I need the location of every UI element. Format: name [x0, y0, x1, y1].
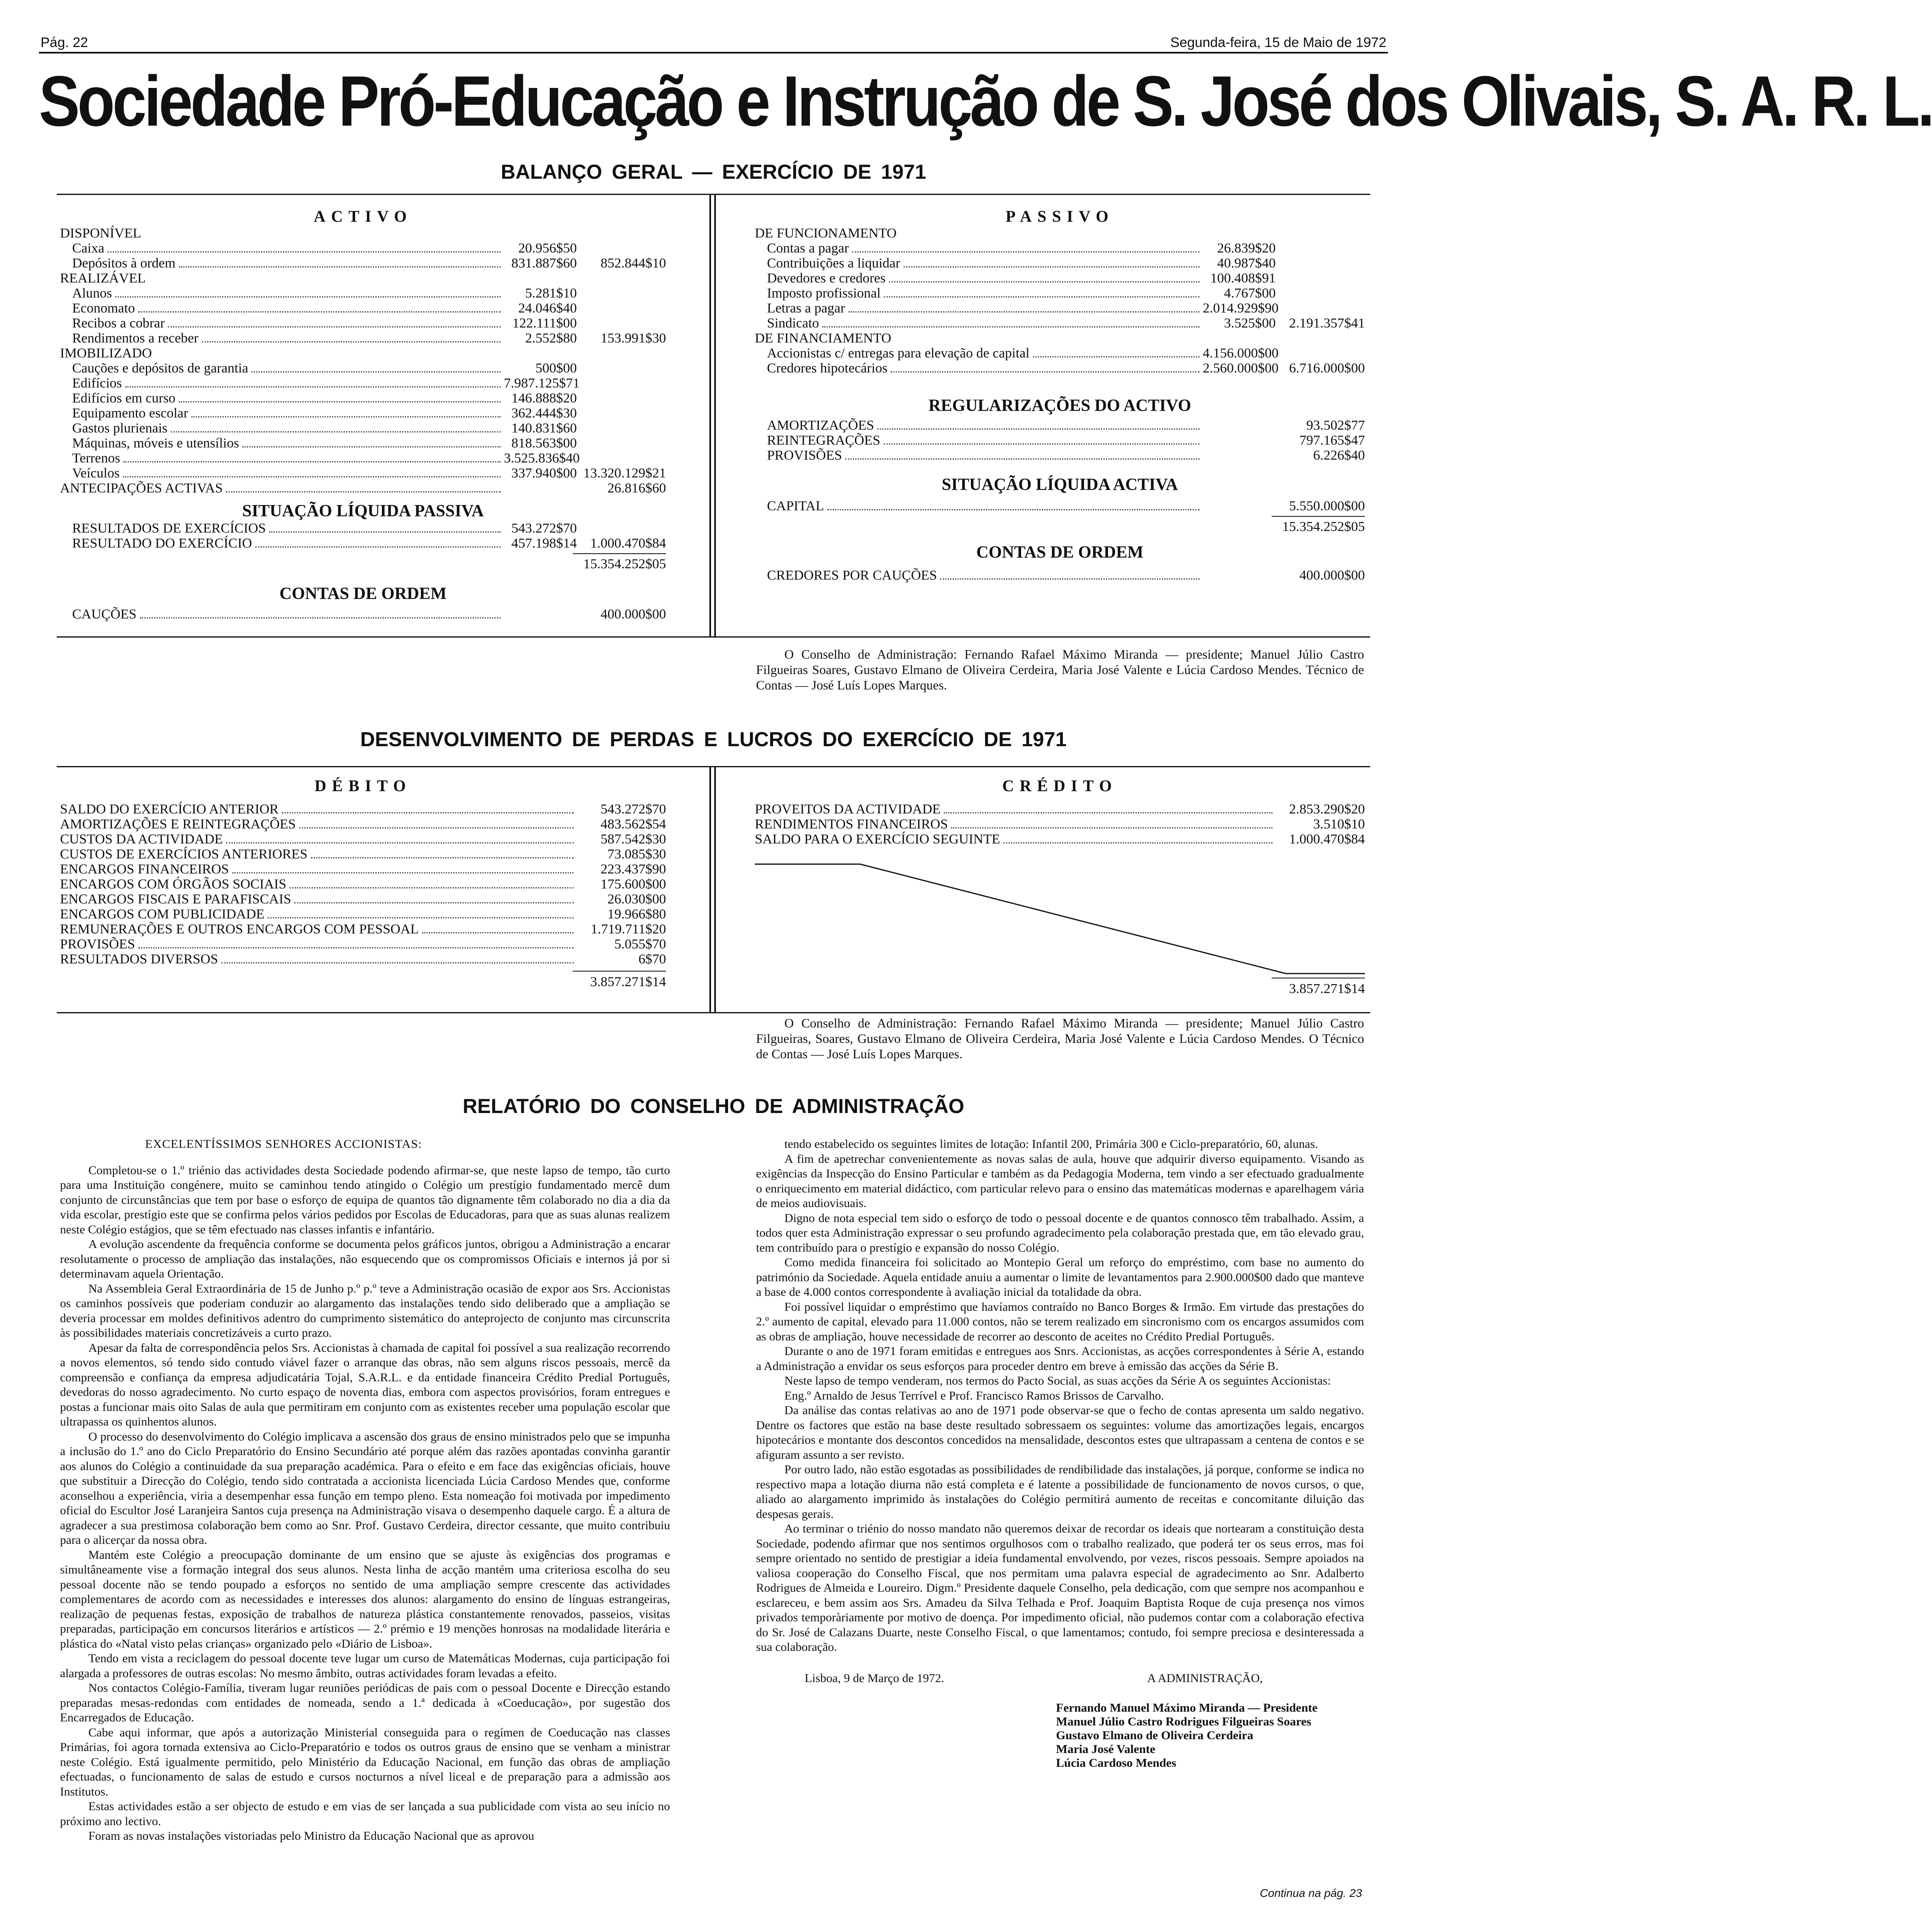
signature-name: Gustavo Elmano de Oliveira Cerdeira	[1056, 1729, 1253, 1742]
ledger-row	[60, 847, 666, 862]
dot-leader	[294, 902, 574, 903]
relatorio-right-text	[756, 1137, 1364, 1655]
ledger-row	[60, 907, 666, 922]
dot-leader	[940, 578, 1199, 580]
relatorio-date: Lisboa, 9 de Março de 1972.	[805, 1671, 945, 1685]
ledger-row	[60, 271, 666, 286]
ledger-value: 3.525.836$40	[504, 451, 580, 466]
ledger-total: 483.562$54	[600, 817, 666, 832]
dot-leader	[140, 617, 501, 619]
ledger-total: 543.272$70	[600, 802, 666, 817]
ledger-value: 818.563$00	[511, 436, 577, 451]
ledger-label: Credores hipotecários	[767, 361, 888, 376]
situacao-activa-heading: SITUAÇÃO LÍQUIDA ACTIVA	[942, 475, 1178, 494]
ledger-label: REMUNERAÇÕES E OUTROS ENCARGOS COM PESSOAL	[60, 922, 419, 937]
ledger-row	[755, 256, 1365, 271]
ledger-value: 100.408$91	[1210, 271, 1276, 286]
ledger-label: ENCARGOS COM PUBLICIDADE	[60, 907, 265, 922]
ledger-label: Contas a pagar	[767, 241, 849, 256]
ledger-row	[755, 418, 1365, 433]
ledger-label: Equipamento escolar	[72, 406, 188, 421]
regularizacoes-lines	[755, 418, 1365, 463]
ledger-label: CAPITAL	[767, 499, 824, 514]
ledger-total: 6$70	[638, 952, 666, 967]
ledger-total: 93.502$77	[1306, 418, 1365, 433]
dot-leader	[269, 531, 501, 533]
activo-column	[60, 207, 666, 622]
page-header	[41, 22, 1386, 51]
ledger-row	[60, 376, 666, 391]
ledger-value: 20.956$50	[518, 241, 577, 256]
dot-leader	[115, 296, 501, 298]
ledger-row	[60, 331, 666, 346]
ledger-value: 146.888$20	[511, 391, 577, 406]
dot-leader	[904, 266, 1199, 268]
ledger-total: 19.966$80	[607, 907, 666, 922]
ledger-label: REALIZÁVEL	[60, 271, 146, 286]
ledger-value: 24.046$40	[518, 301, 577, 316]
ledger-row	[60, 286, 666, 301]
debito-total: 3.857.271$14	[573, 971, 666, 993]
ledger-total: 153.991$30	[600, 331, 666, 346]
dot-leader	[138, 311, 501, 313]
ledger-label: RENDIMENTOS FINANCEIROS	[755, 817, 948, 832]
dot-leader	[123, 461, 501, 462]
report-paragraph: Foram as novas instalações vistoriadas pelo Ministro da Educação Nacional que as aprovou	[88, 1829, 534, 1843]
ledger-row	[60, 892, 666, 907]
report-paragraph: Eng.º Arnaldo de Jesus Terrível e Prof. Francisco Ramos Brissos de Carvalho.	[784, 1389, 1164, 1402]
ledger-row	[755, 499, 1365, 514]
ledger-total: 797.165$47	[1299, 433, 1365, 448]
dot-leader	[889, 281, 1199, 283]
report-paragraph: Durante o ano de 1971 foram emitidas e entregues aos Snrs. Accionistas, as acções correspondentes à Série A, estando a Administração a envidar os seus esforços para proceder dentro em breve à emissão das acções da Série B.	[756, 1344, 1364, 1373]
ledger-label: Cauções e depósitos de garantia	[72, 361, 248, 376]
ledger-label: REINTEGRAÇÕES	[767, 433, 880, 448]
ledger-row	[60, 607, 666, 622]
passivo-total-row	[755, 516, 1365, 537]
activo-total: 15.354.252$05	[573, 553, 666, 574]
perdas-signers: O Conselho de Administração: Fernando Rafael Máximo Miranda — presidente; Manuel Júlio Castro Filgueiras, Soares, Gustavo Elmano de Oliveira Cerdeira, Maria José Valente e Lúcia Cardoso Mendes. O Técnico de Contas — José Luís Lopes Marques.	[756, 1016, 1364, 1061]
relatorio-left-text	[60, 1163, 670, 1844]
report-paragraph: A evolução ascendente da frequência conforme se documenta pelos gráficos juntos, obrigou a Administração a encarar resolutamente o processo de ampliação das instalações, não esquecendo que os compromissos Oficiais e internos já por si determinavam aquela Orientação.	[60, 1237, 670, 1280]
ledger-label: Devedores e credores	[767, 271, 886, 286]
ledger-label: Veículos	[72, 466, 120, 481]
ledger-row	[755, 286, 1365, 301]
dot-leader	[268, 917, 574, 918]
ledger-label: RESULTADO DO EXERCÍCIO	[72, 536, 252, 551]
ledger-row	[60, 451, 666, 466]
dot-leader	[884, 296, 1199, 298]
relatorio-date-row	[756, 1671, 1364, 1686]
ledger-total: 6.226$40	[1313, 448, 1365, 463]
ledger-row	[60, 346, 666, 361]
ledger-value: 122.111$00	[512, 316, 577, 331]
ledger-row	[60, 421, 666, 436]
ledger-value: 4.767$00	[1224, 286, 1276, 301]
ledger-total: 2.191.357$41	[1289, 316, 1365, 331]
dot-leader	[171, 431, 501, 432]
ledger-total: 1.719.711$20	[591, 922, 666, 937]
debito-column	[60, 776, 666, 993]
ledger-row	[60, 406, 666, 421]
dot-leader	[138, 947, 574, 948]
ledger-value: 543.272$70	[511, 521, 577, 536]
ledger-label: PROVEITOS DA ACTIVIDADE	[755, 802, 941, 817]
ledger-row	[755, 346, 1365, 361]
ledger-row	[60, 832, 666, 847]
ledger-row	[755, 301, 1365, 316]
activo-ordem-lines	[60, 607, 666, 622]
dot-leader	[877, 428, 1199, 430]
debito-total-row	[60, 971, 666, 993]
ledger-label: DE FINANCIAMENTO	[755, 331, 891, 346]
ledger-total: 5.550.000$00	[1289, 499, 1365, 514]
dot-leader	[191, 416, 501, 417]
dot-leader	[242, 446, 501, 447]
ledger-total: 1.000.470$84	[590, 536, 666, 551]
credito-lines	[755, 802, 1365, 847]
signature-name: Manuel Júlio Castro Rodrigues Filgueiras Soares	[1056, 1715, 1311, 1728]
dot-leader	[311, 857, 574, 858]
dot-leader	[422, 932, 574, 933]
ledger-total: 13.320.129$21	[583, 466, 666, 481]
ledger-label: Alunos	[72, 286, 112, 301]
dot-leader	[848, 311, 1199, 313]
ledger-value: 2.552$80	[525, 331, 577, 346]
activo-total-row	[60, 553, 666, 574]
passivo-total: 15.354.252$05	[1272, 516, 1365, 537]
dot-leader	[232, 872, 574, 873]
continua-note: Continua na pág. 23	[1259, 1887, 1362, 1899]
perdas-bottom-rule	[57, 1012, 1370, 1013]
ledger-row	[60, 922, 666, 937]
ledger-total: 223.437$90	[600, 862, 666, 877]
debito-heading: DÉBITO	[315, 777, 411, 795]
credito-column	[755, 776, 1365, 847]
dot-leader	[125, 386, 501, 387]
ledger-value: 140.831$60	[511, 421, 577, 436]
relatorio-right-column	[756, 1137, 1364, 1770]
ledger-total: 400.000$00	[600, 607, 666, 622]
ledger-value: 3.525$00	[1224, 316, 1276, 331]
credito-heading: CRÉDITO	[1002, 777, 1118, 795]
signature-name: Fernando Manuel Máximo Miranda — Presidente	[1056, 1701, 1318, 1714]
balanco-divider	[709, 195, 711, 636]
ledger-label: DISPONÍVEL	[60, 226, 141, 241]
ledger-total: 3.510$10	[1313, 817, 1365, 832]
report-paragraph: Ao terminar o triénio do nosso mandato não queremos deixar de recordar os ideais que nortearam a constituição desta Sociedade, podendo afirmar que nos sentimos orgulhosos com o trabalho realizado, que poderá ter os seus erros, mas foi sempre orientado no sentido de prestigiar a ideia fundamental envolvendo, por vezes, riscos pessoais. Sempre apoiados na valiosa cooperação do Conselho Fiscal, que nos permitam uma palavra especial de agradecimento ao Snr. Adalberto Rodrigues de Almeida e Loureiro. Digm.º Presidente daquele Conselho, pela dedicação, com que sempre nos acompanhou e esclareceu, e bem assim aos Srs. Amadeu da Silva Telhada e Prof. Joaquim Baptista Roque de cuja presença nos vimos privados temporàriamente por motivo de doença. Por impedimento oficial, não pudemos contar com a colaboração efectiva do Sr. José de Calazans Duarte, neste Conselho Fiscal, o que lamentamos; contudo, foi sempre preciosa e desinteressada a sua colaboração.	[756, 1522, 1364, 1654]
report-paragraph: Completou-se o 1.º triénio das actividades desta Sociedade podendo afirmar-se, que neste lapso de tempo, tão curto para uma Instituição congénere, muito se caminhou tendo atingido o Colégio um prestígio fundamentado mercê dum conjunto de circunstâncias que tem por base o esforço de equipa de quantos tão dignamente têm colaborado no dia a dia da vida escolar, prestígio este que se confirma pelos vários pedidos por Escolas de Educadoras, para que as suas alunas realizem neste Colégio estágios, que se têm efectuado nas classes infantis e infantário.	[60, 1163, 670, 1236]
ledger-label: AMORTIZAÇÕES	[767, 418, 874, 433]
balanco-bottom-rule	[57, 636, 1370, 638]
ledger-total: 1.000.470$84	[1289, 832, 1365, 847]
ledger-row	[755, 271, 1365, 286]
relatorio-salutation: EXCELENTÍSSIMOS SENHORES ACCIONISTAS:	[145, 1137, 422, 1151]
ledger-value: 831.887$60	[511, 256, 577, 271]
ledger-total: 852.844$10	[600, 256, 666, 271]
debito-lines	[60, 802, 666, 967]
dot-leader	[221, 962, 574, 963]
ledger-value: 2.014.929$90	[1203, 301, 1279, 316]
ledger-row	[60, 802, 666, 817]
ledger-row	[755, 361, 1365, 376]
dot-leader	[891, 371, 1199, 372]
ledger-label: SALDO PARA O EXERCÍCIO SEGUINTE	[755, 832, 1000, 847]
report-paragraph: Na Assembleia Geral Extraordinária de 15 de Junho p.º p.º teve a Administração ocasião de expor aos Srs. Accionistas os caminhos possíveis que poderiam conduzir ao alargamento das instalações tendo sido deliberado que a ampliação se deveria processar em moldes definitivos adentro do cumprimento sistemático do anteprojecto de conjunto mas circunscrita às possibilidades materiais concretizáveis a curto prazo.	[60, 1282, 670, 1340]
ledger-label: Caixa	[72, 241, 105, 256]
dot-leader	[951, 827, 1272, 828]
ledger-row	[60, 361, 666, 376]
balanco-top-rule	[57, 194, 1370, 195]
dot-leader	[1003, 842, 1272, 843]
ledger-row	[60, 241, 666, 256]
perdas-title: DESENVOLVIMENTO DE PERDAS E LUCROS DO EXERCÍCIO DE 1971	[360, 728, 1067, 751]
ledger-row	[60, 226, 666, 241]
ledger-label: ENCARGOS FISCAIS E PARAFISCAIS	[60, 892, 291, 907]
relatorio-title: RELATÓRIO DO CONSELHO DE ADMINISTRAÇÃO	[463, 1095, 964, 1117]
dot-leader	[255, 546, 501, 548]
report-paragraph: Foi possível liquidar o empréstimo que havíamos contraído no Banco Borges & Irmão. Em virtude das prestações do 2.º aumento de capital, elevado para 11.000 contos, não se terem realizado em sincronismo com os encargos assumidos com as obras de ampliação, houve necessidade de recorrer ao desconto de aceites no Crédito Predial Português.	[756, 1300, 1364, 1343]
dot-leader	[944, 812, 1272, 813]
passivo-lines	[755, 226, 1365, 376]
dot-leader	[107, 251, 501, 253]
ledger-row	[755, 817, 1365, 832]
ledger-label: Recibos a cobrar	[72, 316, 165, 331]
ledger-label: Sindicato	[767, 316, 819, 331]
administration-label: A ADMINISTRAÇÃO,	[1147, 1671, 1263, 1685]
regularizacoes-heading: REGULARIZAÇÕES DO ACTIVO	[928, 396, 1191, 415]
ledger-row	[60, 391, 666, 406]
signature-name: Maria José Valente	[1056, 1742, 1155, 1756]
ledger-label: Terrenos	[72, 451, 120, 466]
report-paragraph: Nos contactos Colégio-Família, tiveram lugar reuniões periódicas de pais com o pessoal Docente e Direcção estando preparadas mesas-redondas com entidades de nomeada, sendo a 1.ª dedicada à «Coeducação», por sugestão dos Encarregados de Educação.	[60, 1681, 670, 1724]
ledger-row	[60, 877, 666, 892]
signature-list	[756, 1701, 1364, 1770]
ledger-row	[755, 331, 1365, 346]
activo-heading: ACTIVO	[313, 207, 413, 225]
report-paragraph: Neste lapso de tempo venderam, nos termos do Pacto Social, as suas acções da Série A os seguintes Accionistas:	[784, 1374, 1331, 1387]
dot-leader	[299, 827, 574, 828]
ledger-row	[60, 862, 666, 877]
report-paragraph: Cabe aqui informar, que após a autorização Ministerial conseguida para o regímen de Coeducação nas classes Primárias, foi agora tornada extensiva ao Ciclo-Preparatório e todos os outros graus de ensino que se venham a ministrar neste Colégio. Está igualmente permitido, pelo Ministério da Educação Nacional, em função das obras de ampliação efectuadas, o funcionamento de salas de estudo e cursos nocturnos a nível liceal e de preparação para a admissão aos Institutos.	[60, 1725, 670, 1798]
ledger-total: 26.030$00	[607, 892, 666, 907]
report-paragraph: Estas actividades estão a ser objecto de estudo e em vias de ser lançada a sua publicidade com vista ao seu início no próximo ano lectivo.	[60, 1800, 670, 1828]
credito-total: 3.857.271$14	[1272, 978, 1365, 1000]
ledger-label: DE FUNCIONAMENTO	[755, 226, 897, 241]
ledger-row	[755, 226, 1365, 241]
report-paragraph: tendo estabelecido os seguintes limites de lotação: Infantil 200, Primária 300 e Ciclo-preparatório, 60, alunas.	[784, 1137, 1318, 1151]
ledger-total: 26.816$60	[607, 481, 666, 496]
report-paragraph: Por outro lado, não estão esgotadas as possibilidades de rendibilidade das instalações, já porque, conforme se indica no respectivo mapa a lotação diurna não está completa e é latente a possibilidade de funcionamento de novos cursos, o que, aliado ao alargamento imprimido às instalações do Colégio permitirá aumento de receitas e concomitante diluição das despesas gerais.	[756, 1463, 1364, 1521]
ledger-total: 73.085$30	[607, 847, 666, 862]
credito-strike-line	[755, 859, 1365, 977]
situacao-passiva-heading: SITUAÇÃO LÍQUIDA PASSIVA	[242, 502, 484, 520]
dot-leader	[179, 401, 501, 402]
dot-leader	[123, 476, 501, 477]
ledger-value: 457.198$14	[511, 536, 577, 551]
ledger-label: Gastos plurienais	[72, 421, 168, 436]
report-paragraph: Da análise das contas relativas ao ano de 1971 pode observar-se que o fecho de contas apresenta um saldo negativo. Dentre os factores que estão na base deste resultado sobressaem os seguintes: volume das amortizações legais, encargos hipotecários e montante dos descontos concedidos na mensalidade, descontos estes que ultrapassam a centena de contos e se afiguram assunto a ser revisto.	[756, 1404, 1364, 1462]
passivo-ordem-heading: CONTAS DE ORDEM	[976, 543, 1144, 562]
report-paragraph: Como medida financeira foi solicitado ao Montepio Geral um reforço do empréstimo, com base no aumento do património da Sociedade. Aquela entidade anuiu a aumentar o limite de levantamentos para 2.900.000$00 dado que manteve a base de 4.000 contos correspondente à avaliação inicial da totalidade da obra.	[756, 1256, 1364, 1299]
issue-date: Segunda-feira, 15 de Maio de 1972	[1170, 35, 1386, 50]
dot-leader	[179, 266, 501, 268]
passivo-column	[755, 207, 1365, 583]
report-paragraph: O processo do desenvolvimento do Colégio implicava a ascensão dos graus de ensino ministrados pelo que se impunha a inclusão do 1.º ano do Ciclo Preparatório do Ensino Secundário até porque além das razões apontadas convinha garantir aos alunos do Colégio a continuidade da sua preparação académica. Para o efeito e em face das exigências oficiais, houve que substituir a Direcção do Colégio, tendo sido contratada a accionista licenciada Lúcia Cardoso Mendes que, conforme aconselhou a experiência, viria a desempenhar essa função em tempo pleno. Esta nomeação foi motivada por impedimento oficial do Escultor José Laranjeira Santos cuja presença na Administração visava o desempenho daquele cargo. É a altura de agradecer a sua prestimosa colaboração bem como ao Snr. Prof. Gustavo Cerdeira, director cessante, que muito contribuiu para o alicerçar da nossa obra.	[60, 1430, 670, 1547]
ledger-row	[755, 316, 1365, 331]
ledger-label: ENCARGOS COM ÓRGÃOS SOCIAIS	[60, 877, 287, 892]
ledger-row	[60, 536, 666, 551]
ledger-label: Imposto profissional	[767, 286, 881, 301]
ledger-row	[755, 448, 1365, 463]
ledger-row	[60, 937, 666, 952]
ledger-value: 40.987$40	[1217, 256, 1276, 271]
ledger-label: RESULTADOS DIVERSOS	[60, 952, 218, 967]
activo-lines	[60, 226, 666, 496]
ledger-row	[60, 256, 666, 271]
dot-leader	[845, 458, 1199, 460]
ledger-label: Edifícios	[72, 376, 122, 391]
ledger-value: 5.281$10	[525, 286, 577, 301]
ledger-label: Máquinas, móveis e utensílios	[72, 436, 239, 451]
ledger-row	[60, 817, 666, 832]
ledger-value: 500$00	[535, 361, 577, 376]
dot-leader	[226, 842, 574, 843]
dot-leader	[282, 812, 574, 813]
ledger-row	[60, 316, 666, 331]
ledger-row	[60, 521, 666, 536]
dot-leader	[251, 371, 501, 372]
dot-leader	[827, 509, 1199, 510]
report-paragraph: Apesar da falta de correspondência pelos Srs. Accionistas à chamada de capital foi possível a sua realização recorrendo a novos elementos, só tendo sido contudo viável fazer o arranque das obras, não sem alguns riscos pessoais, mercê da compreensão e confiança da empresa adjudicatária Tojal, S.A.R.L. e da entidade financeira Crédito Predial Português, devedoras do nosso agradecimento. No curto espaço de noventa dias, embora com aspectos provisórios, foram entregues e postas a funcionar mais oito Salas de aula que permitiram em conjunto com as existentes receber uma população escolar que ultrapassa os quinhentos alunos.	[60, 1341, 670, 1428]
ledger-label: CUSTOS DE EXERCÍCIOS ANTERIORES	[60, 847, 308, 862]
ledger-row	[60, 466, 666, 481]
ledger-label: CREDORES POR CAUÇÕES	[767, 568, 937, 583]
report-paragraph: Tendo em vista a reciclagem do pessoal docente teve lugar um curso de Matemáticas Modernas, cuja participação foi alargada a professores de outras escolas: No mesmo âmbito, outras actividades foram levadas a efeito.	[60, 1652, 670, 1680]
passivo-heading: PASSIVO	[1005, 207, 1114, 225]
ledger-label: Contribuições a liquidar	[767, 256, 900, 271]
ledger-label: CAUÇÕES	[72, 607, 137, 622]
ledger-label: Depósitos à ordem	[72, 256, 176, 271]
ledger-label: Letras a pagar	[767, 301, 845, 316]
ledger-label: CUSTOS DA ACTIVIDADE	[60, 832, 223, 847]
ledger-total: 587.542$30	[600, 832, 666, 847]
dot-leader	[226, 491, 501, 492]
dot-leader	[168, 326, 501, 327]
dot-leader	[202, 341, 501, 342]
balanco-signers: O Conselho de Administração: Fernando Rafael Máximo Miranda — presidente; Manuel Júlio Castro Filgueiras Soares, Gustavo Elmano de Oliveira Cerdeira, Maria José Valente e Lúcia Cardoso Mendes. Técnico de Contas — José Luís Lopes Marques.	[756, 647, 1364, 692]
ledger-label: RESULTADOS DE EXERCÍCIOS	[72, 521, 266, 536]
dot-leader	[884, 443, 1199, 445]
ledger-row	[755, 832, 1365, 847]
ledger-label: Edifícios em curso	[72, 391, 176, 406]
ledger-total: 5.055$70	[614, 937, 666, 952]
dot-leader	[852, 251, 1199, 253]
situacao-passiva-lines	[60, 521, 666, 551]
dot-leader	[822, 326, 1199, 327]
ledger-value: 4.156.000$00	[1203, 346, 1279, 361]
perdas-divider	[709, 767, 711, 1012]
company-title: Sociedade Pró-Educação e Instrução de S. José dos Olivais, S. A. R. L.	[39, 62, 1932, 141]
ledger-row	[60, 301, 666, 316]
ledger-row	[755, 433, 1365, 448]
ledger-label: PROVISÕES	[767, 448, 842, 463]
dot-leader	[1033, 356, 1199, 357]
report-paragraph: Digno de nota especial tem sido o esforço de todo o pessoal docente e de quantos connosco têm trabalhado. Assim, a todos quer esta Administração expressar o seu profundo agradecimento pela colaboração prestada que, em tão elevado grau, tem contribuído para o prestígio e expansão do nosso Colégio.	[756, 1211, 1364, 1254]
signature-name: Lúcia Cardoso Mendes	[1056, 1756, 1176, 1770]
ledger-row	[60, 481, 666, 496]
ledger-label: Rendimentos a receber	[72, 331, 199, 346]
ledger-row	[755, 241, 1365, 256]
passivo-ordem-lines	[755, 568, 1365, 583]
ledger-row	[60, 952, 666, 967]
ledger-value: 26.839$20	[1217, 241, 1276, 256]
ledger-total: 2.853.290$20	[1289, 802, 1365, 817]
ledger-value: 362.444$30	[511, 406, 577, 421]
perdas-divider-2	[714, 767, 716, 1012]
page-number: Pág. 22	[41, 35, 88, 50]
ledger-label: SALDO DO EXERCÍCIO ANTERIOR	[60, 802, 279, 817]
header-rule	[39, 52, 1388, 54]
ledger-label: ENCARGOS FINANCEIROS	[60, 862, 229, 877]
ledger-row	[60, 436, 666, 451]
ledger-total: 400.000$00	[1299, 568, 1365, 583]
balanco-divider-2	[714, 195, 716, 636]
ledger-value: 337.940$00	[511, 466, 577, 481]
ledger-label: Accionistas c/ entregas para elevação de capital	[767, 346, 1030, 361]
activo-ordem-heading: CONTAS DE ORDEM	[279, 584, 447, 603]
relatorio-left-column	[60, 1137, 670, 1844]
report-paragraph: A fim de apetrechar convenientemente as novas salas de aula, houve que adquirir diverso equipamento. Visando as exigências da Inspecção do Ensino Particular e também as da Pedagogia Moderna, tem vindo a ser efectuado gradualmente o enriquecimento em material didáctico, com particular relevo para o ensino das matemáticas modernas e aparelhagem vária de meios audiovisuais.	[756, 1152, 1364, 1210]
ledger-label: PROVISÕES	[60, 937, 135, 952]
dot-leader	[289, 887, 574, 888]
balanco-title: BALANÇO GERAL — EXERCÍCIO DE 1971	[501, 161, 926, 183]
ledger-value: 2.560.000$00	[1203, 361, 1279, 376]
perdas-top-rule	[57, 766, 1370, 767]
ledger-value: 7.987.125$71	[504, 376, 580, 391]
ledger-row	[755, 568, 1365, 583]
ledger-total: 175.600$00	[600, 877, 666, 892]
ledger-total: 6.716.000$00	[1289, 361, 1365, 376]
ledger-label: AMORTIZAÇÕES E REINTEGRAÇÕES	[60, 817, 296, 832]
ledger-row	[755, 802, 1365, 817]
ledger-label: Economato	[72, 301, 135, 316]
ledger-label: ANTECIPAÇÕES ACTIVAS	[60, 481, 223, 496]
report-paragraph: Mantém este Colégio a preocupação dominante de um ensino que se ajuste às exigências dos programas e simultâneamente vise a formação integral dos seus alunos. Nesta linha de acção mantém uma criteriosa escolha do seu pessoal docente não se tendo poupado a esforços no sentido de uma ampliação sempre crescente das actividades complementares de acordo com as necessidades e interesses dos alunos: alargamento do ensino de línguas estrangeiras, realização de pequenas festas, exposição de trabalhos de natureza plástica constantemente renovados, passeios, visitas preparadas, participação em concursos literários e artísticos — 2.º prémio e 19 menções honrosas na modalidade literária e plástica do «Natal visto pelas crianças» organizado pelo «Diário de Lisboa».	[60, 1548, 670, 1650]
ledger-label: IMOBILIZADO	[60, 346, 152, 361]
situacao-activa-lines	[755, 499, 1365, 514]
